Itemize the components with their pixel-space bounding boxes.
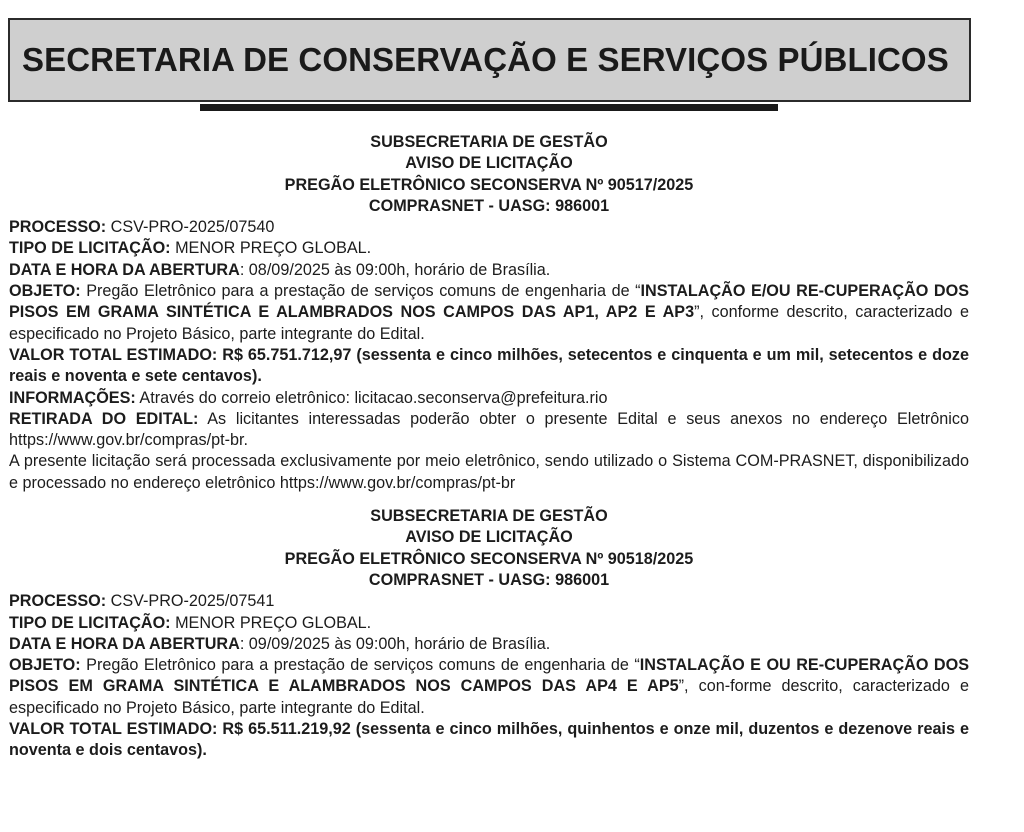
notice-heading: SUBSECRETARIA DE GESTÃO [370,133,608,151]
data-value: : 08/09/2025 às 09:00h, horário de Brasília. [239,260,551,279]
info-label: INFORMAÇÕES: [9,388,136,407]
retirada-value: As licitantes interessadas poderão obter o presente Edital e seus anexos no endereço Eletrônico https://www.gov.br/compras/pt-br. [9,409,969,450]
processo-value: CSV-PRO-2025/07541 [106,592,275,611]
retirada-paragraph [9,409,969,452]
notice-heading: COMPRASNET - UASG: 986001 [368,570,610,589]
data-line [9,634,969,655]
data-value: : 09/09/2025 às 09:00h, horário de Brasília. [239,634,551,653]
notice-heading: AVISO DE LICITAÇÃO [405,154,573,173]
notice-heading: AVISO DE LICITAÇÃO [405,528,573,547]
tipo-label: TIPO DE LICITAÇÃO: [9,613,171,632]
header-underline-bar [200,104,778,111]
retirada-label: RETIRADA DO EDITAL: [9,409,199,428]
notice-heading: PREGÃO ELETRÔNICO SECONSERVA Nº 90518/2025 [284,549,694,568]
tipo-line [9,238,969,259]
data-label: DATA E HORA DA ABERTURA [9,260,240,279]
objeto-bold: INSTALAÇÃO E/OU RE-CUPERAÇÃO DOS PISOS EM GRAMA SINTÉTICA E ALAMBRADOS NOS CAMPOS DAS AP1, AP2 E AP3 [9,282,969,322]
objeto-text: Pregão Eletrônico para a prestação de serviços comuns de engenharia de “ [80,282,641,301]
objeto-bold: INSTALAÇÃO E OU RE-CUPERAÇÃO DOS PISOS EM GRAMA SINTÉTICA E ALAMBRADOS NOS CAMPOS DAS AP4 E AP5 [9,656,969,696]
notice-90517 [9,132,969,494]
valor-text: VALOR TOTAL ESTIMADO: R$ 65.511.219,92 (sessenta e cinco milhões, quinhentos e onze mil, duzentos e dezenove reais e noventa e dois centavos). [9,720,969,760]
objeto-text: Pregão Eletrônico para a prestação de serviços comuns de engenharia de “ [80,656,640,675]
objeto-paragraph [9,281,969,345]
processo-value: CSV-PRO-2025/07540 [106,218,275,237]
objeto-label: OBJETO: [9,656,81,675]
tipo-line [9,613,969,634]
header [8,18,971,102]
notice-heading: COMPRASNET - UASG: 986001 [368,196,610,215]
page-title: SECRETARIA DE CONSERVAÇÃO E SERVIÇOS PÚBLICOS [22,41,949,78]
processo-line [9,591,969,612]
objeto-tail: ”, con-forme descrito, caracterizado e especificado no Projeto Básico, parte integrante do Edital. [9,677,969,717]
valor-paragraph [9,719,969,762]
header-box [8,18,971,102]
objeto-tail: ”, conforme descrito, caracterizado e especificado no Projeto Básico, parte integrante do Edital. [9,303,969,343]
document-body [9,132,969,762]
valor-text: VALOR TOTAL ESTIMADO: R$ 65.751.712,97 (sessenta e cinco milhões, setecentos e cinquenta e um mil, setecentos e doze reais e noventa e sete centavos). [9,345,969,386]
tipo-value: MENOR PREÇO GLOBAL. [170,239,372,258]
processo-line [9,217,969,238]
processo-label: PROCESSO: [9,218,107,237]
objeto-label: OBJETO: [9,282,81,301]
info-value: Através do correio eletrônico: licitacao.seconserva@prefeitura.rio [135,388,608,407]
tipo-value: MENOR PREÇO GLOBAL. [170,613,372,632]
notice-heading: SUBSECRETARIA DE GESTÃO [370,507,608,526]
info-line [9,388,969,409]
valor-paragraph [9,345,969,388]
tipo-label: TIPO DE LICITAÇÃO: [9,239,171,258]
final-paragraph: A presente licitação será processada exclusivamente por meio eletrônico, sendo utilizado o Sistema COM-PRASNET, disponibilizado e processado no endereço eletrônico https://www.gov.br/compras/pt-br [9,452,969,492]
processo-label: PROCESSO: [9,592,107,611]
objeto-paragraph [9,655,969,719]
data-label: DATA E HORA DA ABERTURA [9,634,240,653]
notice-90518 [9,506,969,762]
data-line [9,260,969,281]
notice-heading: PREGÃO ELETRÔNICO SECONSERVA Nº 90517/2025 [284,175,694,194]
